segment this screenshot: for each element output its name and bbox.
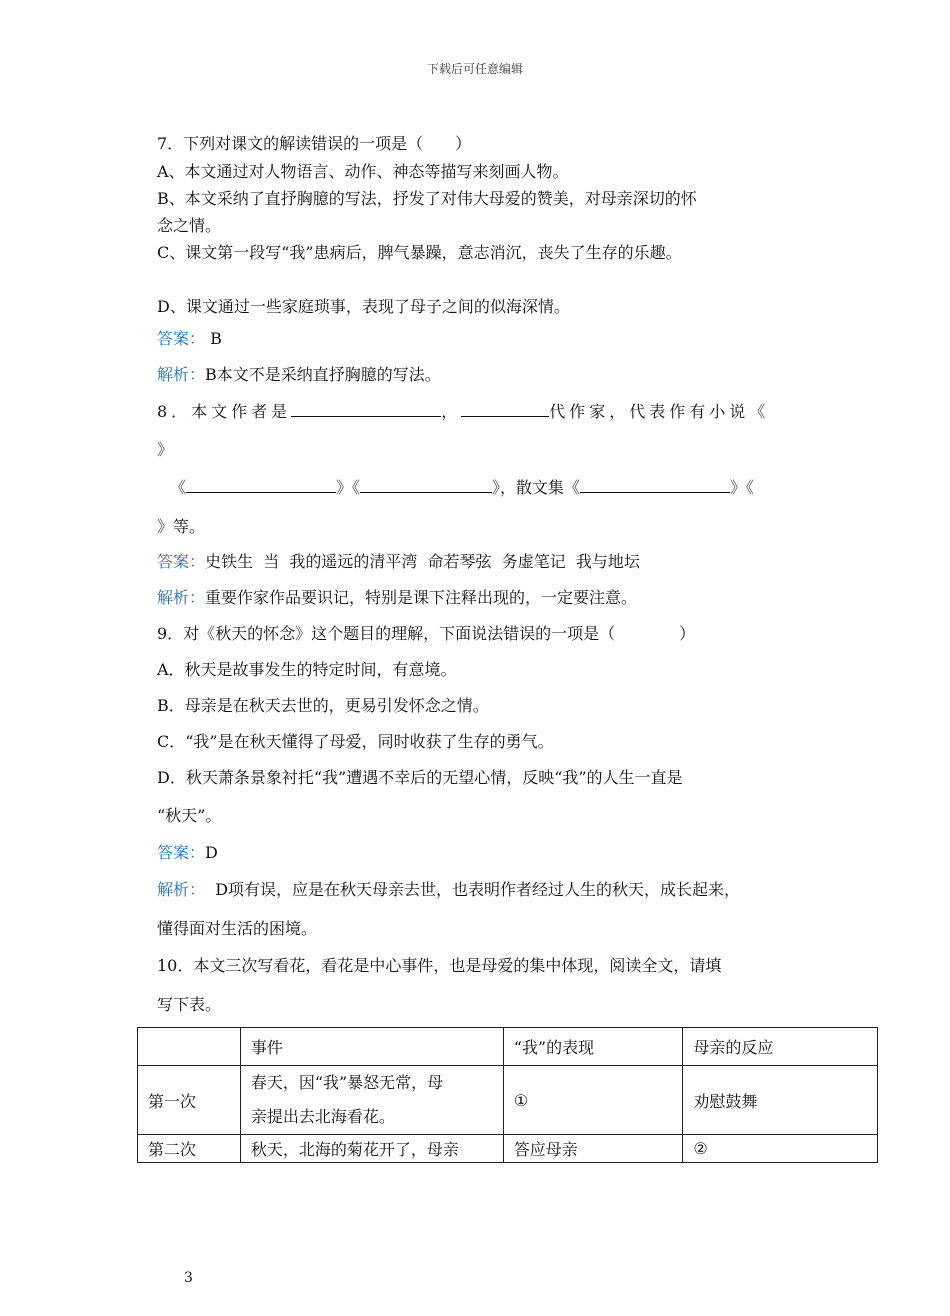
q9-option-d-line1: D．秋天萧条景象衬托“我”遭遇不幸后的无望心情，反映“我”的人生一直是	[157, 768, 683, 787]
row-me: ①	[503, 1066, 683, 1135]
q10-stem-line1: 10．本文三次写看花，看花是中心事件，也是母爱的集中体现，阅读全文，请填	[157, 956, 722, 975]
q7-answer	[157, 329, 222, 349]
q8-text: ，	[441, 402, 462, 421]
answer-value: B	[205, 329, 222, 348]
q8-text: 《	[170, 478, 187, 497]
analysis-label: 解析：	[157, 588, 206, 607]
q9-analysis-line1	[157, 880, 740, 900]
q9-option-b: B．母亲是在秋天去世的，更易引发怀念之情。	[157, 696, 489, 715]
q9-option-c: C．“我”是在秋天懂得了母爱，同时收获了生存的勇气。	[157, 732, 554, 751]
row-label: 第二次	[138, 1135, 241, 1163]
q9-stem: 9．对《秋天的怀念》这个题目的理解，下面说法错误的一项是（ ）	[157, 624, 696, 643]
table-header-row	[138, 1028, 878, 1066]
q8-answer	[157, 552, 640, 572]
q8-text: 代作家，代表作有小说《	[549, 402, 770, 421]
table-row	[138, 1135, 878, 1163]
analysis-label: 解析：	[157, 365, 206, 384]
q9-option-a: A．秋天是故事发生的特定时间，有意境。	[157, 660, 457, 679]
event-line: 春天，因“我”暴怒无常，母	[250, 1073, 444, 1092]
row-label: 第一次	[138, 1066, 241, 1135]
page-number: 3	[184, 1270, 193, 1286]
table-header-cell: 事件	[240, 1028, 503, 1066]
analysis-text: 重要作家作品要识记，特别是课下注释出现的，一定要注意。	[205, 588, 638, 607]
q8-stem-line2: 》	[157, 440, 174, 459]
q7-option-c: C、课文第一段写“我”患病后，脾气暴躁，意志消沉，丧失了生存的乐趣。	[157, 243, 682, 262]
table-header-cell	[138, 1028, 241, 1066]
q7-stem: 7．下列对课文的解读错误的一项是（ ）	[157, 134, 472, 153]
q9-option-d-line2: “秋天”。	[157, 806, 222, 825]
table-row	[138, 1066, 878, 1135]
q8-stem-line4: 》等。	[157, 517, 206, 536]
answer-label: 答案：	[157, 843, 206, 862]
q8-analysis	[157, 588, 637, 608]
analysis-text: B本文不是采纳直抒胸臆的写法。	[205, 365, 441, 384]
blank-novel-2[interactable]	[186, 477, 336, 493]
blank-essay-1[interactable]	[580, 477, 730, 493]
q7-option-b-line2: 念之情。	[157, 216, 222, 235]
q7-analysis	[157, 365, 441, 385]
row-event: 秋天，北海的菊花开了，母亲	[240, 1135, 503, 1163]
q8-text: 》《	[730, 478, 755, 497]
q9-answer	[157, 843, 218, 863]
table-header-cell: “我”的表现	[503, 1028, 683, 1066]
table-header-cell: 母亲的反应	[683, 1028, 878, 1066]
q7-option-b-line1: B、本文采纳了直抒胸臆的写法，抒发了对伟大母爱的赞美，对母亲深切的怀	[157, 189, 697, 208]
row-mother: 劝慰鼓舞	[683, 1066, 878, 1135]
blank-era[interactable]	[461, 401, 549, 417]
q8-text: 8．本文作者是	[157, 402, 292, 421]
q7-option-d: D、课文通过一些家庭琐事，表现了母子之间的似海深情。	[157, 297, 570, 316]
blank-author[interactable]	[291, 401, 441, 417]
q8-stem	[157, 401, 769, 422]
q9-analysis-line2: 懂得面对生活的困境。	[157, 919, 318, 938]
answer-label: 答案：	[157, 552, 206, 571]
page-header: 下载后可任意编辑	[426, 62, 523, 76]
q8-stem-line3	[170, 477, 754, 498]
blank-novel-3[interactable]	[360, 477, 492, 493]
answer-value: 史铁生 当 我的遥远的清平湾 命若琴弦 务虚笔记 我与地坛	[205, 552, 640, 571]
q8-text: 》《	[336, 478, 361, 497]
row-me: 答应母亲	[503, 1135, 683, 1163]
analysis-text: D项有误，应是在秋天母亲去世，也表明作者经过人生的秋天，成长起来，	[205, 880, 741, 899]
answer-value: D	[205, 843, 218, 862]
answer-label: 答案：	[157, 329, 206, 348]
q7-option-a: A、本文通过对人物语言、动作、神态等描写来刻画人物。	[157, 162, 569, 181]
q8-text: 》，散文集《	[492, 478, 581, 497]
q10-stem-line2: 写下表。	[157, 995, 222, 1014]
event-line: 亲提出去北海看花。	[250, 1107, 395, 1126]
row-event	[240, 1066, 503, 1135]
events-table	[137, 1027, 878, 1163]
row-mother: ②	[683, 1135, 878, 1163]
analysis-label: 解析：	[157, 880, 206, 899]
